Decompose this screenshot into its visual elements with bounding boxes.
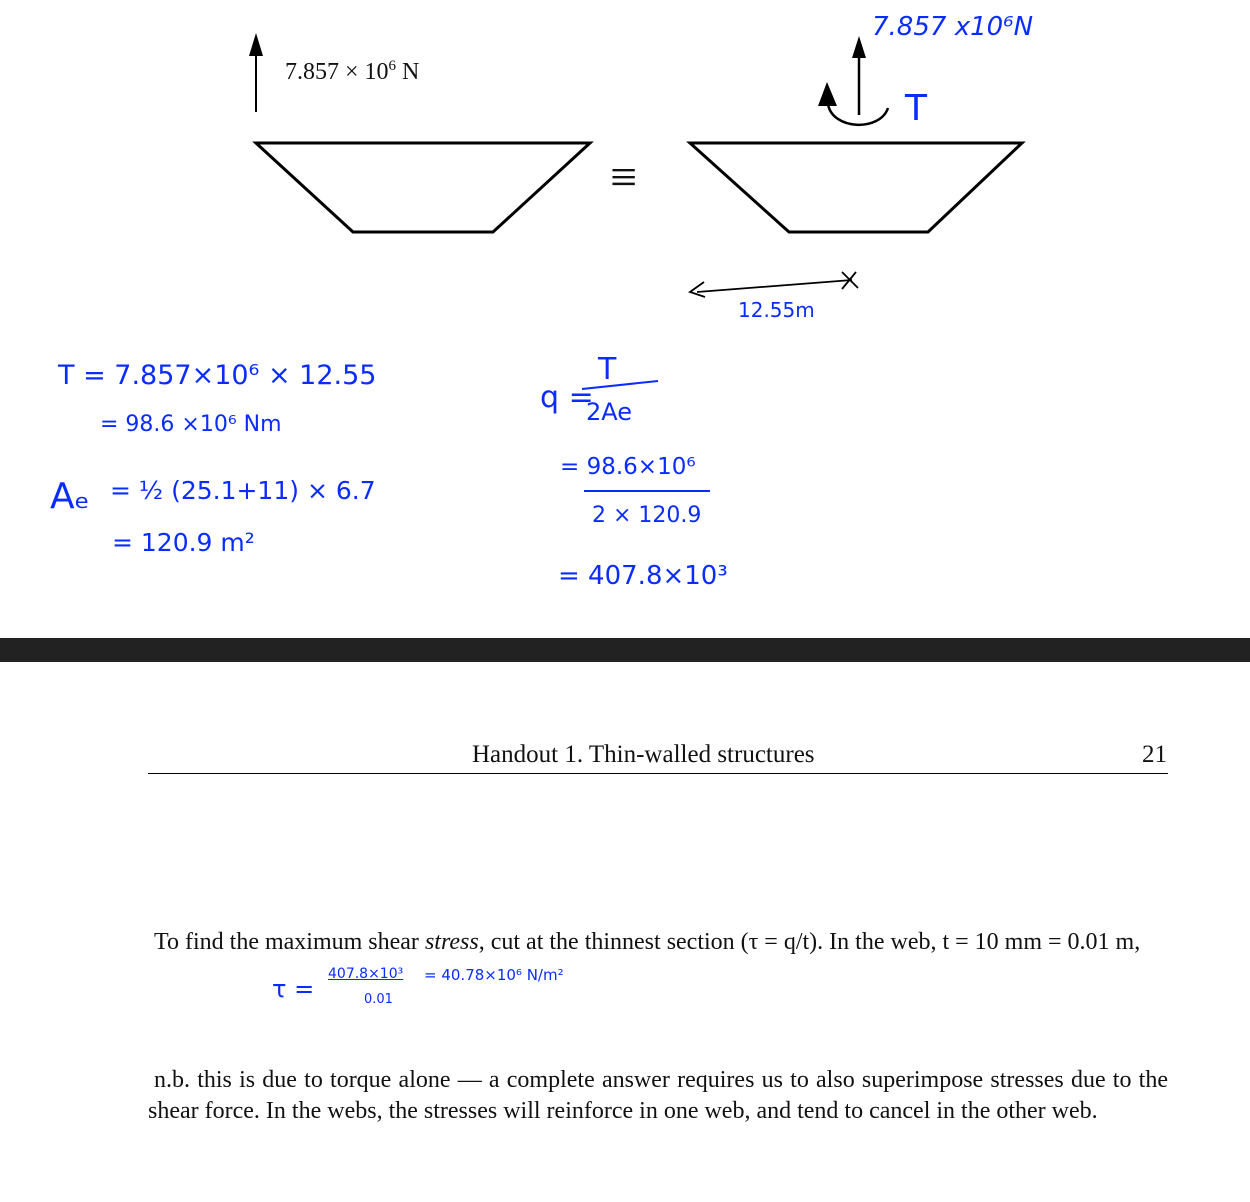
right-force-arrowhead — [852, 36, 866, 58]
page-header-title: Handout 1. Thin-walled structures — [472, 741, 815, 768]
para1-end: , cut at the thinnest section (τ = q/t). In the web, t = 10 mm = 0.01 m, — [478, 929, 1141, 955]
tau-denominator: 0.01 — [364, 992, 393, 1007]
left-trapezoid-section — [256, 143, 590, 232]
distance-left-tick — [690, 282, 705, 297]
right-force-label: 7.857 x10⁶N — [872, 12, 1034, 42]
shear-flow-denominator: 2Ae — [586, 398, 633, 426]
tau-result: = 40.78×10⁶ N/m² — [424, 966, 564, 984]
distance-label: 12.55m — [738, 298, 815, 322]
right-trapezoid-section — [690, 143, 1022, 232]
nb-paragraph: n.b. this is due to torque alone — a complete answer requires us to also superimpose stresses due to the shear force. In the webs, the stresses will reinforce in one web, and tend to cancel in the other web. — [148, 1067, 1168, 1124]
torque-arrowhead — [818, 82, 837, 106]
torque-calc-line1: T = 7.857×10⁶ × 12.55 — [58, 360, 377, 391]
shear-stress-paragraph — [148, 927, 1168, 958]
shear-flow-step-denominator: 2 × 120.9 — [592, 503, 702, 528]
equivalence-symbol: ≡ — [610, 151, 638, 204]
para1-emphasis: stress — [424, 929, 479, 955]
distance-dimension-line — [697, 280, 852, 292]
area-calc-line2: = 120.9 m² — [112, 528, 255, 557]
left-force-unit: N — [396, 59, 420, 85]
left-force-label — [285, 58, 419, 86]
para1-start: To find the maximum shear — [154, 929, 425, 955]
shear-flow-lhs: q = — [540, 380, 594, 415]
left-force-arrowhead — [249, 33, 263, 56]
area-symbol: Aₑ — [50, 476, 90, 517]
tau-lhs: τ = — [272, 975, 315, 1003]
left-force-exponent: 6 — [388, 58, 397, 74]
page-divider — [0, 638, 1250, 662]
tau-numerator: 407.8×10³ — [328, 966, 404, 982]
header-rule — [148, 773, 1168, 774]
left-force-value: 7.857 × 10 — [285, 59, 389, 85]
torque-calc-line2: = 98.6 ×10⁶ Nm — [100, 412, 282, 437]
area-calc-line1: = ½ (25.1+11) × 6.7 — [110, 476, 376, 505]
shear-flow-step-numerator: = 98.6×10⁶ — [560, 454, 696, 480]
torque-label: T — [905, 88, 927, 129]
shear-flow-numerator: T — [598, 352, 617, 387]
shear-flow-result: = 407.8×10³ — [558, 561, 728, 591]
page-number: 21 — [1142, 741, 1167, 768]
